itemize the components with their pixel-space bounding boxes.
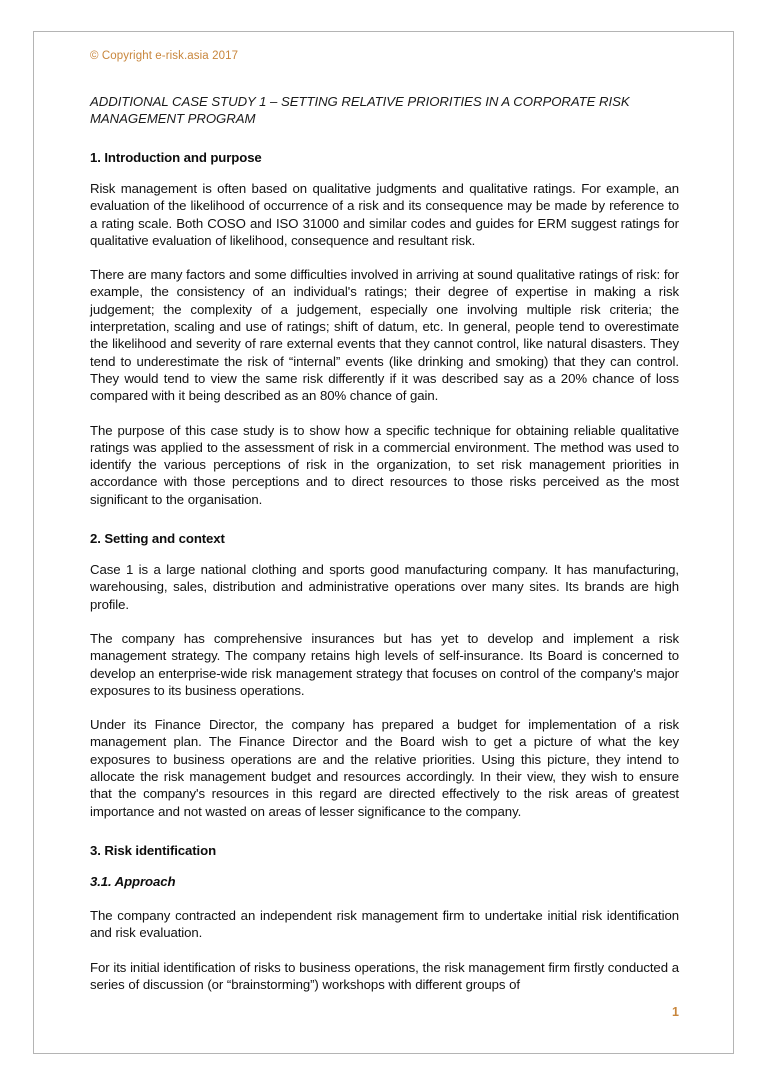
heading-risk-identification: 3. Risk identification	[90, 842, 217, 858]
spacer	[90, 890, 679, 907]
spacer	[90, 942, 679, 959]
paragraph-risk-identification-2: For its initial identification of risks to business operations, the risk management firm firstly conducted a series of discussion (or “brainstorming”) workshops with different groups of	[90, 959, 679, 992]
paragraph-risk-identification-1: The company contracted an independent risk management firm to undertake initial risk identification and risk evaluation.	[90, 907, 679, 941]
paragraph-intro-1: Risk management is often based on qualitative judgments and qualitative ratings. For example, an evaluation of the likelihood of occurrence of a risk and its consequence may be made by reference to a rating scale. Both COSO and ISO 31000 and similar codes and guides for ERM suggest ratings for qualitative evaluation of likelihood, consequence and resultant risk.	[90, 181, 679, 248]
paragraph-setting-2: The company has comprehensive insurances but has yet to develop and implement a risk management strategy. The company retains high levels of self-insurance. Its Board is concerned to develop an enterprise-wide risk management strategy that focuses on control of the company's major exposures to its business operations.	[90, 630, 679, 698]
copyright-notice: © Copyright e-risk.asia 2017	[90, 50, 239, 62]
spacer	[90, 859, 679, 873]
spacer	[90, 547, 679, 561]
heading-approach: 3.1. Approach	[90, 873, 176, 889]
paragraph-intro-2: There are many factors and some difficulties involved in arriving at sound qualitative ratings of risk: for example, the consistency of an individual's ratings; their degree of expertise in making a risk judgement; the complexity of a judgement, especially one involving multiple risk criteria; the interpretation, scaling and use of ratings; shift of datum, etc. In general, people tend to overestimate the likelihood and severity of rare external events that they cannot control, like natural disasters. They tend to underestimate the risk of “internal” events (like drinking and smoking) that they can control. They would tend to view the same risk differently if it was described say as a 20% chance of loss compared with it being described as an 80% chance of gain.	[90, 267, 679, 404]
spacer	[90, 508, 679, 530]
heading-introduction-and-purpose: 1. Introduction and purpose	[90, 150, 262, 165]
paragraph-setting-1: Case 1 is a large national clothing and sports good manufacturing company. It has manufacturing, warehousing, sales, distribution and administrative operations over many sites. Its brands are high profile.	[90, 562, 679, 612]
document-title: ADDITIONAL CASE STUDY 1 – SETTING RELATIVE PRIORITIES IN A CORPORATE RISK MANAGEMENT PROGRAM	[90, 94, 630, 126]
page-number: 1	[672, 1005, 679, 1019]
document-page	[33, 31, 734, 1054]
spacer	[90, 613, 679, 630]
heading-setting-and-context: 2. Setting and context	[90, 531, 225, 547]
paragraph-intro-3: The purpose of this case study is to show how a specific technique for obtaining reliable qualitative ratings was applied to the assessment of risk in a commercial environment. The method was used to identify the various perceptions of risk in the organization, to set risk management priorities in accordance with those perceptions and to direct resources to those risks perceived as the most significant to the organisation.	[90, 422, 679, 507]
page-content	[90, 44, 679, 1039]
spacer	[90, 166, 679, 180]
spacer	[90, 127, 679, 149]
paragraph-setting-3: Under its Finance Director, the company has prepared a budget for implementation of a risk management plan. The Finance Director and the Board wish to get a picture of what the key exposures to business operations are and the relative priorities. Using this picture, they intend to allocate the risk management budget and resources accordingly. In their view, they wish to ensure that the company's resources in this regard are directed effectively to the risk areas of greatest importance and not wasted on areas of lesser significance to the company.	[90, 717, 679, 819]
spacer	[90, 699, 679, 716]
spacer	[90, 249, 679, 266]
spacer	[90, 820, 679, 842]
spacer	[90, 405, 679, 422]
